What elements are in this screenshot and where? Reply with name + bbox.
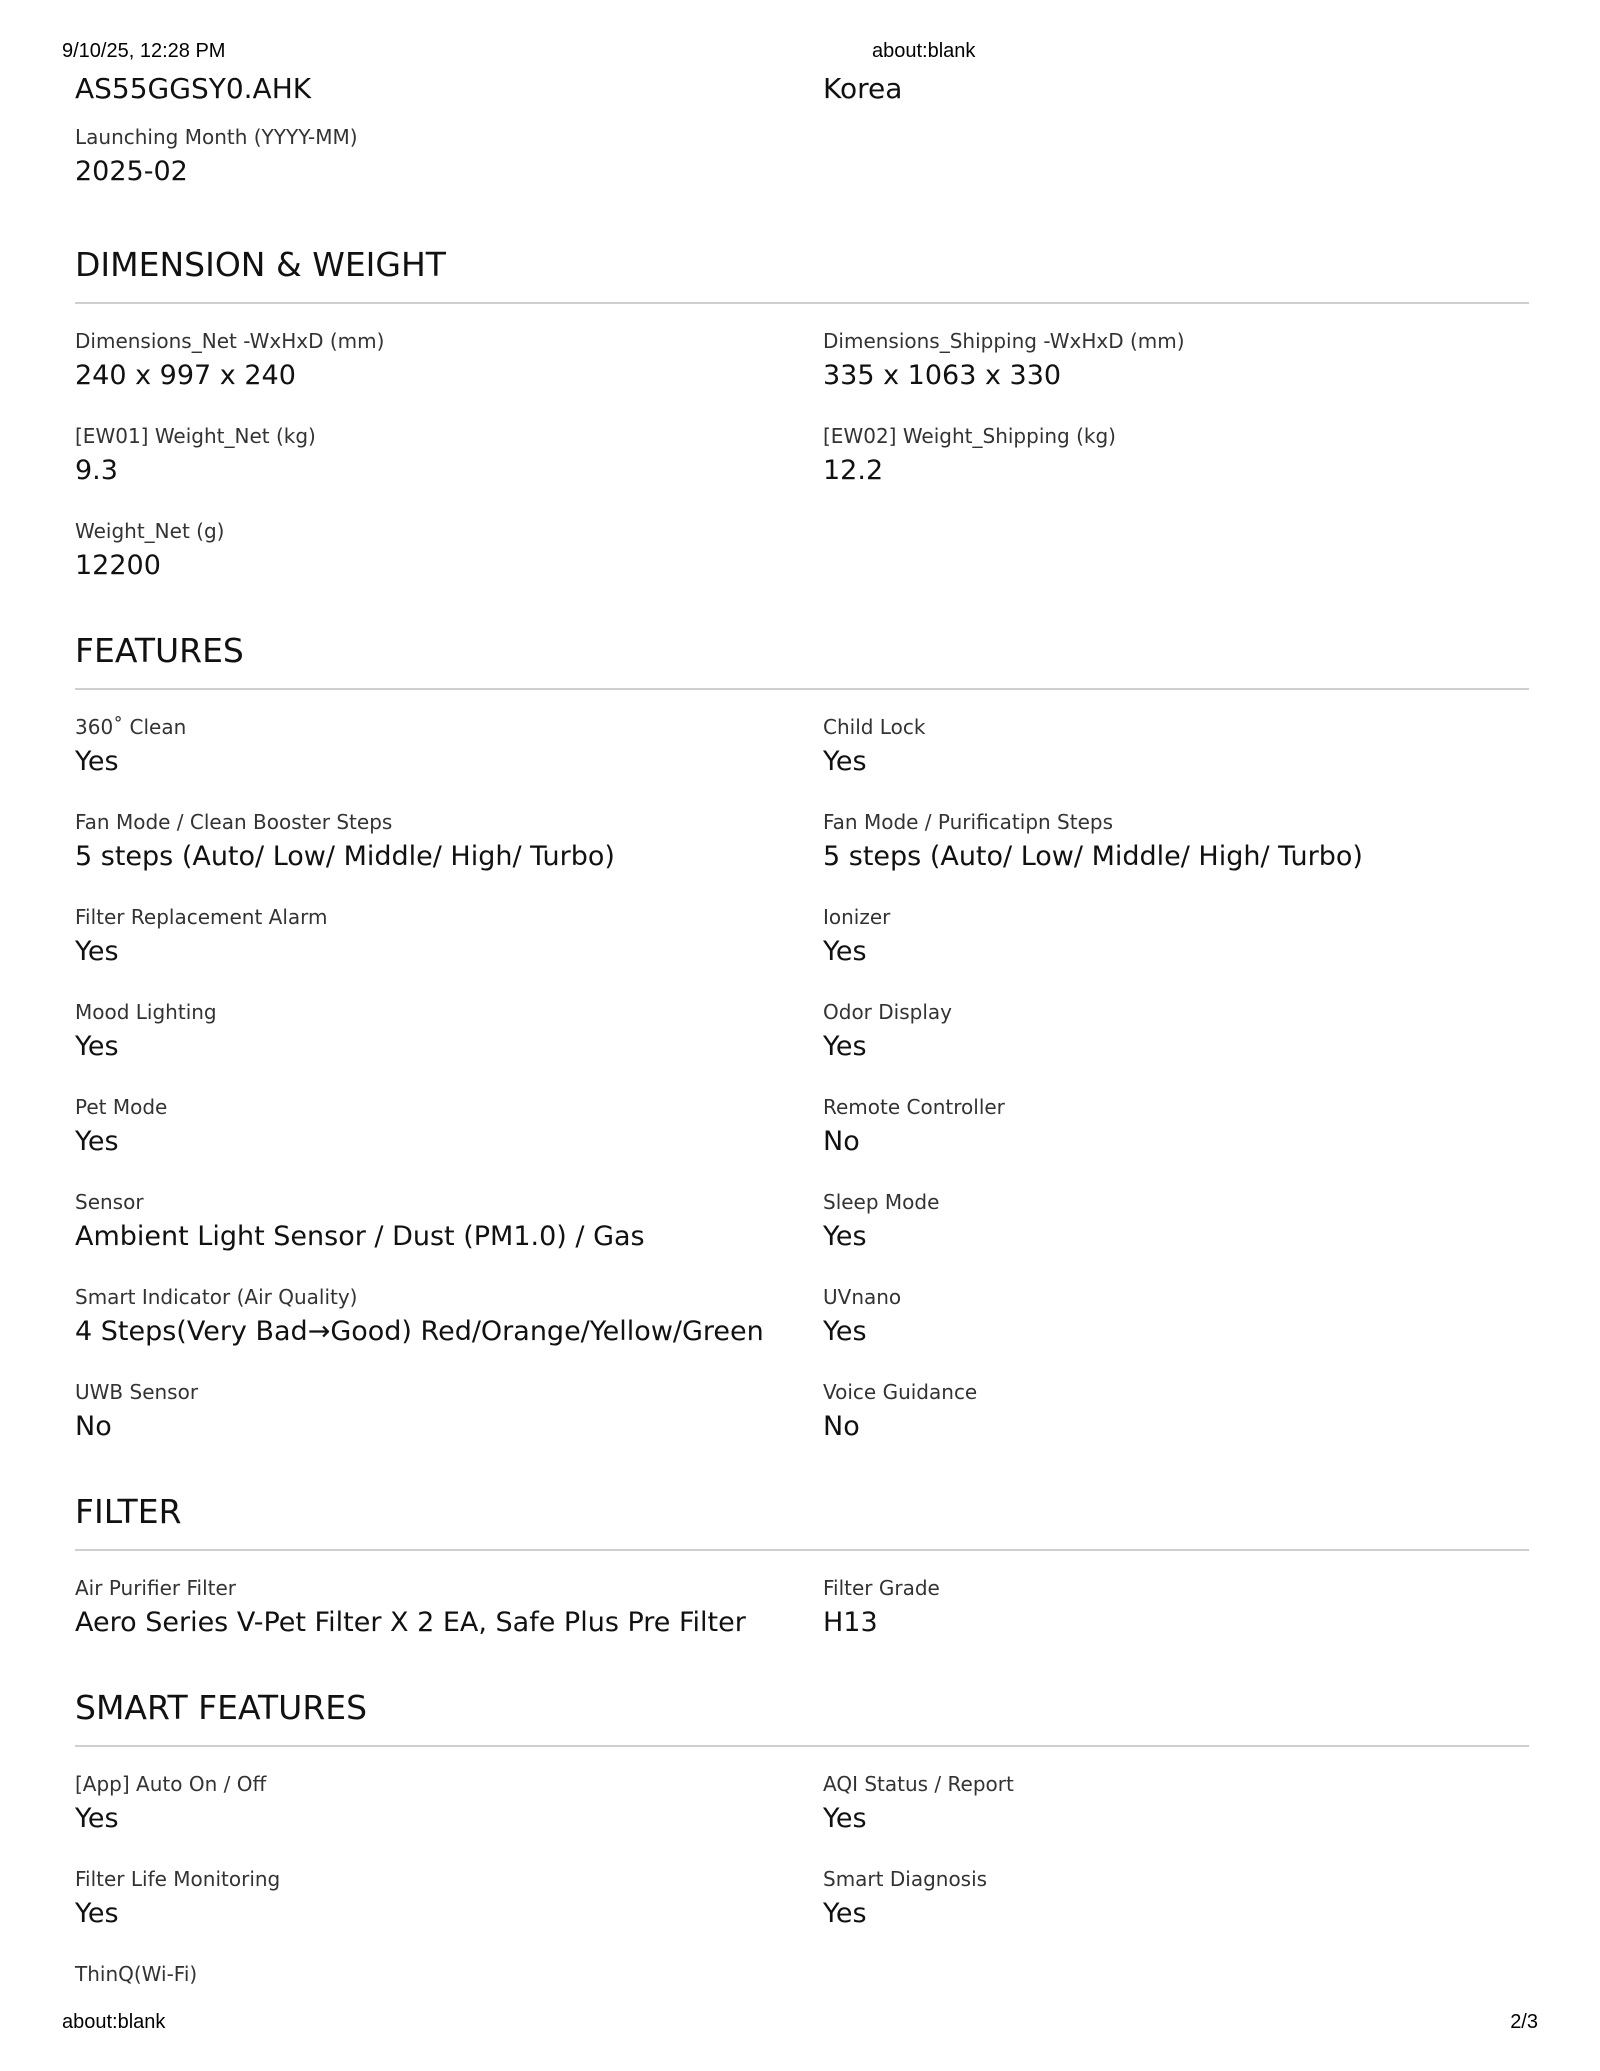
spec-item bbox=[823, 415, 1529, 510]
spec-value: Yes bbox=[75, 1031, 119, 1062]
country-value: Korea bbox=[823, 72, 903, 105]
spec-value: 5 steps (Auto/ Low/ Middle/ High/ Turbo) bbox=[823, 841, 1363, 872]
spec-value: No bbox=[823, 1411, 860, 1442]
spec-value: 2025-02 bbox=[75, 156, 188, 187]
model-value: AS55GGSY0.AHK bbox=[75, 72, 312, 105]
spec-item bbox=[75, 1763, 823, 1858]
spec-item bbox=[75, 320, 823, 415]
spec-label: UWB Sensor bbox=[75, 1380, 199, 1404]
page-number: 2/3 bbox=[1510, 2011, 1538, 2033]
spec-item bbox=[75, 896, 823, 991]
spec-label: Filter Replacement Alarm bbox=[75, 905, 328, 929]
spec-label: Mood Lighting bbox=[75, 1000, 217, 1024]
section-filter bbox=[75, 1466, 1529, 1662]
spec-document bbox=[75, 72, 1529, 2048]
spec-value: Yes bbox=[75, 1803, 119, 1834]
spec-label: Ionizer bbox=[823, 905, 891, 929]
spec-label: Dimensions_Net -WxHxD (mm) bbox=[75, 329, 385, 353]
section-divider bbox=[75, 1745, 1529, 1747]
spec-label: Pet Mode bbox=[75, 1095, 168, 1119]
spec-label: 360˚ Clean bbox=[75, 715, 187, 739]
spec-item bbox=[823, 801, 1529, 896]
section-divider bbox=[75, 302, 1529, 304]
print-header-url: about:blank bbox=[872, 40, 976, 62]
spec-value: 240 x 997 x 240 bbox=[75, 360, 296, 391]
print-datetime: 9/10/25, 12:28 PM bbox=[62, 40, 226, 62]
spec-item bbox=[823, 1371, 1529, 1466]
spec-value: Yes bbox=[823, 1803, 867, 1834]
print-header bbox=[0, 40, 1600, 66]
spec-label: ThinQ(Wi-Fi) bbox=[75, 1962, 198, 1986]
spec-label: [App] Auto On / Off bbox=[75, 1772, 267, 1796]
section-title: FEATURES bbox=[75, 631, 244, 670]
spec-label: Filter Life Monitoring bbox=[75, 1867, 281, 1891]
print-footer-url: about:blank bbox=[62, 2011, 166, 2033]
spec-label: Smart Indicator (Air Quality) bbox=[75, 1285, 358, 1309]
spec-value: Aero Series V-Pet Filter X 2 EA, Safe Plus Pre Filter bbox=[75, 1607, 746, 1638]
spec-continued-row bbox=[75, 72, 1529, 106]
section-divider bbox=[75, 1549, 1529, 1551]
spec-item bbox=[75, 1858, 823, 1953]
spec-value: Yes bbox=[75, 1898, 119, 1929]
spec-item bbox=[75, 1276, 823, 1371]
spec-label: Fan Mode / Clean Booster Steps bbox=[75, 810, 393, 834]
spec-label: AQI Status / Report bbox=[823, 1772, 1014, 1796]
spec-label: Air Purifier Filter bbox=[75, 1576, 236, 1600]
spec-label: Sleep Mode bbox=[823, 1190, 940, 1214]
spec-value: Yes bbox=[823, 1031, 867, 1062]
spec-value: Yes bbox=[75, 746, 119, 777]
spec-label: UVnano bbox=[823, 1285, 902, 1309]
spec-item bbox=[823, 991, 1529, 1086]
spec-value: Yes bbox=[823, 1221, 867, 1252]
spec-item bbox=[75, 1181, 823, 1276]
spec-value: Yes bbox=[823, 1898, 867, 1929]
section-dimension-weight bbox=[75, 219, 1529, 605]
section-title: FILTER bbox=[75, 1492, 182, 1531]
spec-label: Launching Month (YYYY-MM) bbox=[75, 125, 358, 149]
spec-item bbox=[823, 706, 1529, 801]
spec-value: 12200 bbox=[75, 550, 161, 581]
spec-item bbox=[823, 1181, 1529, 1276]
spec-item bbox=[75, 1371, 823, 1466]
spec-label: Smart Diagnosis bbox=[823, 1867, 988, 1891]
section-smart-features bbox=[75, 1662, 1529, 2048]
spec-item bbox=[75, 415, 823, 510]
section-title: DIMENSION & WEIGHT bbox=[75, 245, 446, 284]
spec-item bbox=[75, 991, 823, 1086]
spec-item bbox=[823, 1086, 1529, 1181]
spec-value: Yes bbox=[823, 746, 867, 777]
spec-label: Voice Guidance bbox=[823, 1380, 978, 1404]
spec-value: Yes bbox=[75, 1126, 119, 1157]
section-divider bbox=[75, 688, 1529, 690]
spec-label: Weight_Net (g) bbox=[75, 519, 225, 543]
spec-value: Yes bbox=[823, 936, 867, 967]
spec-label: Filter Grade bbox=[823, 1576, 940, 1600]
spec-label: Sensor bbox=[75, 1190, 144, 1214]
spec-value: No bbox=[75, 1411, 112, 1442]
spec-label: [EW02] Weight_Shipping (kg) bbox=[823, 424, 1116, 448]
spec-item bbox=[823, 1567, 1529, 1662]
spec-item bbox=[823, 1276, 1529, 1371]
spec-label: Child Lock bbox=[823, 715, 926, 739]
spec-item bbox=[823, 1858, 1529, 1953]
spec-item-launch-month bbox=[75, 124, 1529, 219]
spec-label: [EW01] Weight_Net (kg) bbox=[75, 424, 316, 448]
spec-label: Remote Controller bbox=[823, 1095, 1005, 1119]
spec-item bbox=[823, 320, 1529, 415]
spec-item bbox=[75, 1086, 823, 1181]
spec-label: Fan Mode / Purificatipn Steps bbox=[823, 810, 1113, 834]
section-title: SMART FEATURES bbox=[75, 1688, 368, 1727]
spec-item bbox=[823, 1763, 1529, 1858]
spec-value: 4 Steps(Very Bad→Good) Red/Orange/Yellow/Green bbox=[75, 1316, 764, 1347]
spec-item bbox=[75, 706, 823, 801]
spec-value: Ambient Light Sensor / Dust (PM1.0) / Gas bbox=[75, 1221, 645, 1252]
spec-value: 12.2 bbox=[823, 455, 884, 486]
spec-label: Dimensions_Shipping -WxHxD (mm) bbox=[823, 329, 1185, 353]
section-features bbox=[75, 605, 1529, 1466]
spec-item bbox=[75, 801, 823, 896]
spec-item bbox=[823, 896, 1529, 991]
spec-value: No bbox=[823, 1126, 860, 1157]
spec-label: Odor Display bbox=[823, 1000, 952, 1024]
spec-value: Yes bbox=[823, 1316, 867, 1347]
spec-item bbox=[75, 1567, 823, 1662]
print-footer bbox=[0, 2011, 1600, 2037]
spec-value: 335 x 1063 x 330 bbox=[823, 360, 1062, 391]
spec-item bbox=[75, 510, 823, 605]
spec-value: H13 bbox=[823, 1607, 878, 1638]
spec-value: 5 steps (Auto/ Low/ Middle/ High/ Turbo) bbox=[75, 841, 615, 872]
spec-value: Yes bbox=[75, 936, 119, 967]
spec-value: 9.3 bbox=[75, 455, 118, 486]
